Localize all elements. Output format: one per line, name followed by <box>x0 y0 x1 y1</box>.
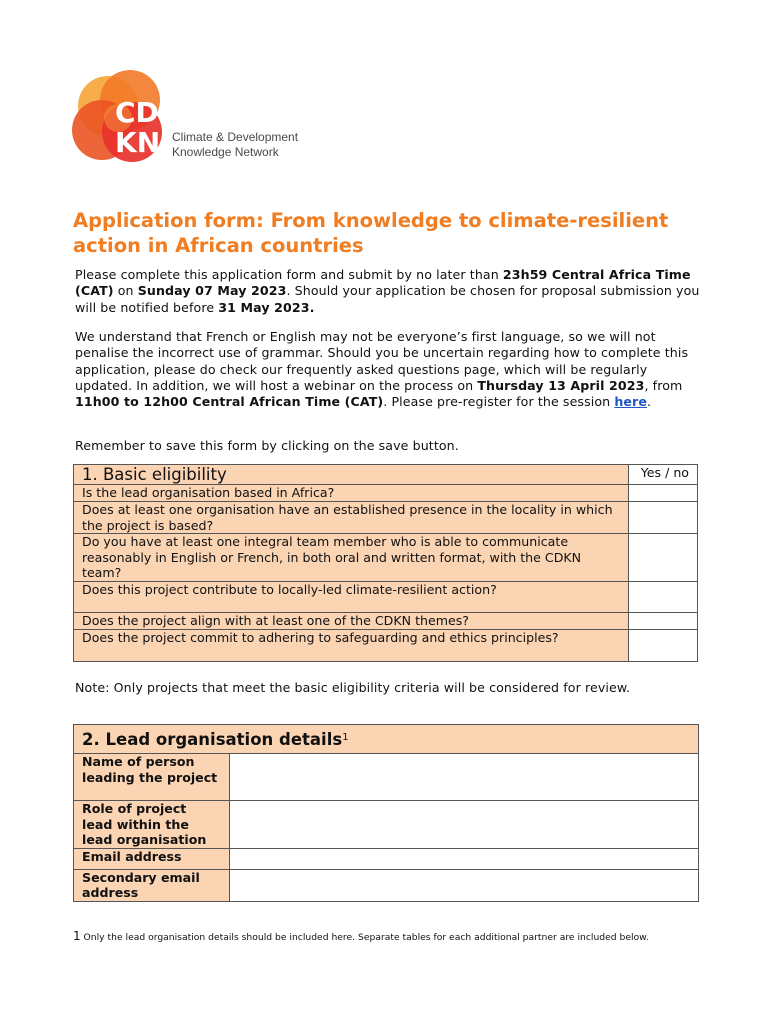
footnote-number: 1 <box>73 929 81 943</box>
intro-paragraph-deadline <box>75 267 700 316</box>
eligibility-table <box>73 464 698 662</box>
lead-organisation-header-row <box>74 725 699 754</box>
intro-text: Please complete this application form and submit by no later than <box>75 267 503 282</box>
lead-organisation-row <box>74 754 699 801</box>
eligibility-question: Does the project align with at least one of the CDKN themes? <box>74 612 629 629</box>
eligibility-question: Is the lead organisation based in Africa? <box>74 485 629 502</box>
webinar-time: 11h00 to 12h00 Central African Time (CAT) <box>75 394 384 410</box>
intro-text: . Should your application be chosen for proposal submission you will be notified before <box>75 283 700 315</box>
yes-no-column-header: Yes / no <box>629 465 698 485</box>
eligibility-row <box>74 485 698 502</box>
lead-organisation-table <box>73 724 699 902</box>
secondary-email-input[interactable] <box>230 869 699 901</box>
eligibility-answer-cell[interactable] <box>629 534 698 582</box>
eligibility-note: Note: Only projects that meet the basic eligibility criteria will be considered for review. <box>75 680 631 695</box>
eligibility-question: Does at least one organisation have an established presence in the locality in which the project is based? <box>74 502 629 534</box>
field-label-lead-role: Role of project lead within the lead organisation <box>74 801 230 849</box>
intro-text: We understand that French or English may not be everyone’s first language, so we will not penalise the incorrect use of grammar. Should you be uncertain regarding how to complete this application, please do check our frequently asked questions page, which will be regularly updated. In addition, we will host a webinar on the process on <box>75 329 689 393</box>
field-label-lead-name: Name of person leading the project <box>74 754 230 801</box>
eligibility-question: Does the project commit to adhering to safeguarding and ethics principles? <box>74 629 629 661</box>
eligibility-answer-cell[interactable] <box>629 612 698 629</box>
intro-text: on <box>113 283 138 299</box>
eligibility-answer-cell[interactable] <box>629 581 698 612</box>
eligibility-row <box>74 534 698 582</box>
deadline-date: Sunday 07 May 2023 <box>137 283 287 299</box>
intro-text: . Please pre-register for the session <box>383 394 615 410</box>
footnote <box>73 930 703 944</box>
deadline-time: 23h59 Central Africa Time (CAT) <box>75 267 691 299</box>
eligibility-row <box>74 581 698 612</box>
eligibility-heading: 1. Basic eligibility <box>74 465 629 485</box>
page-title: Application form: From knowledge to climate-resilient action in African countries <box>73 209 669 257</box>
lead-organisation-row <box>74 801 699 849</box>
logo-name-line2: Knowledge Network <box>172 145 279 159</box>
eligibility-header-row <box>74 465 698 485</box>
save-reminder: Remember to save this form by clicking on the save button. <box>75 438 459 453</box>
lead-name-input[interactable] <box>230 754 699 801</box>
footnote-text: Only the lead organisation details should be included here. Separate tables for each additional partner are included below. <box>80 932 649 943</box>
intro-text: , from <box>644 377 683 393</box>
lead-organisation-row <box>74 869 699 901</box>
notification-date: 31 May 2023. <box>218 299 315 315</box>
eligibility-answer-cell[interactable] <box>629 485 698 502</box>
logo-name-line1: Climate & Development <box>172 130 299 144</box>
eligibility-answer-cell[interactable] <box>629 502 698 534</box>
logo-kn-text: KN <box>115 126 161 159</box>
logo-name <box>172 130 298 160</box>
intro-paragraph-language <box>75 329 700 410</box>
eligibility-answer-cell[interactable] <box>629 629 698 661</box>
eligibility-question: Do you have at least one integral team member who is able to communicate reasonably in English or French, in both oral and written format, with the CDKN team? <box>74 534 629 582</box>
field-label-secondary-email: Secondary email address <box>74 869 230 901</box>
lead-role-input[interactable] <box>230 801 699 849</box>
email-input[interactable] <box>230 848 699 869</box>
eligibility-row <box>74 629 698 661</box>
register-link[interactable]: here <box>614 394 647 410</box>
footnote-ref: 1 <box>342 731 349 743</box>
webinar-date: Thursday 13 April 2023 <box>477 377 645 393</box>
eligibility-question: Does this project contribute to locally-led climate-resilient action? <box>74 581 629 612</box>
intro-text: . <box>647 394 652 410</box>
eligibility-row <box>74 612 698 629</box>
field-label-email: Email address <box>74 848 230 869</box>
eligibility-row <box>74 502 698 534</box>
lead-organisation-heading: 2. Lead organisation details <box>82 729 343 749</box>
lead-organisation-heading-cell <box>74 725 699 754</box>
logo-cd-text: CD <box>115 96 159 129</box>
lead-organisation-row <box>74 848 699 869</box>
